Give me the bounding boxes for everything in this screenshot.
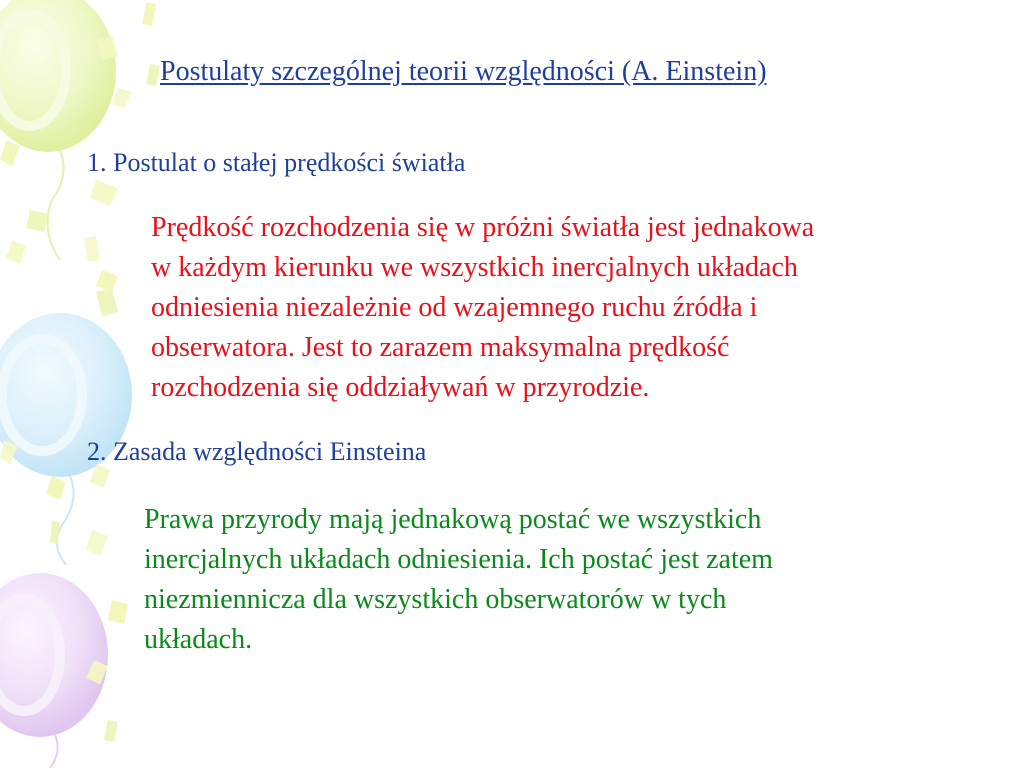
- slide-title: Postulaty szczególnej teorii względności (A. Einstein): [160, 56, 767, 87]
- section2-heading: 2. Zasada względności Einsteina: [87, 437, 427, 466]
- section1-heading: 1. Postulat o stałej prędkości światła: [87, 148, 466, 177]
- section1-line: odniesienia niezależnie od wzajemnego ruchu źródła i: [151, 292, 758, 323]
- section2-line: Prawa przyrody mają jednakową postać we wszystkich: [144, 504, 762, 535]
- section2-line: inercjalnych układach odniesienia. Ich postać jest zatem: [144, 544, 773, 575]
- section1-line: w każdym kierunku we wszystkich inercjalnych układach: [151, 252, 798, 283]
- section2-line: niezmiennicza dla wszystkich obserwatorów w tych: [144, 584, 727, 615]
- section2-line: układach.: [144, 624, 253, 655]
- section1-line: rozchodzenia się oddziaływań w przyrodzie.: [151, 372, 650, 403]
- section1-body: [151, 208, 1011, 408]
- section2-body: [144, 500, 1004, 660]
- section1-line: Prędkość rozchodzenia się w próżni światła jest jednakowa: [151, 212, 815, 243]
- yellow-balloon: [0, 0, 116, 260]
- section1-line: obserwatora. Jest to zarazem maksymalna prędkość: [151, 332, 730, 363]
